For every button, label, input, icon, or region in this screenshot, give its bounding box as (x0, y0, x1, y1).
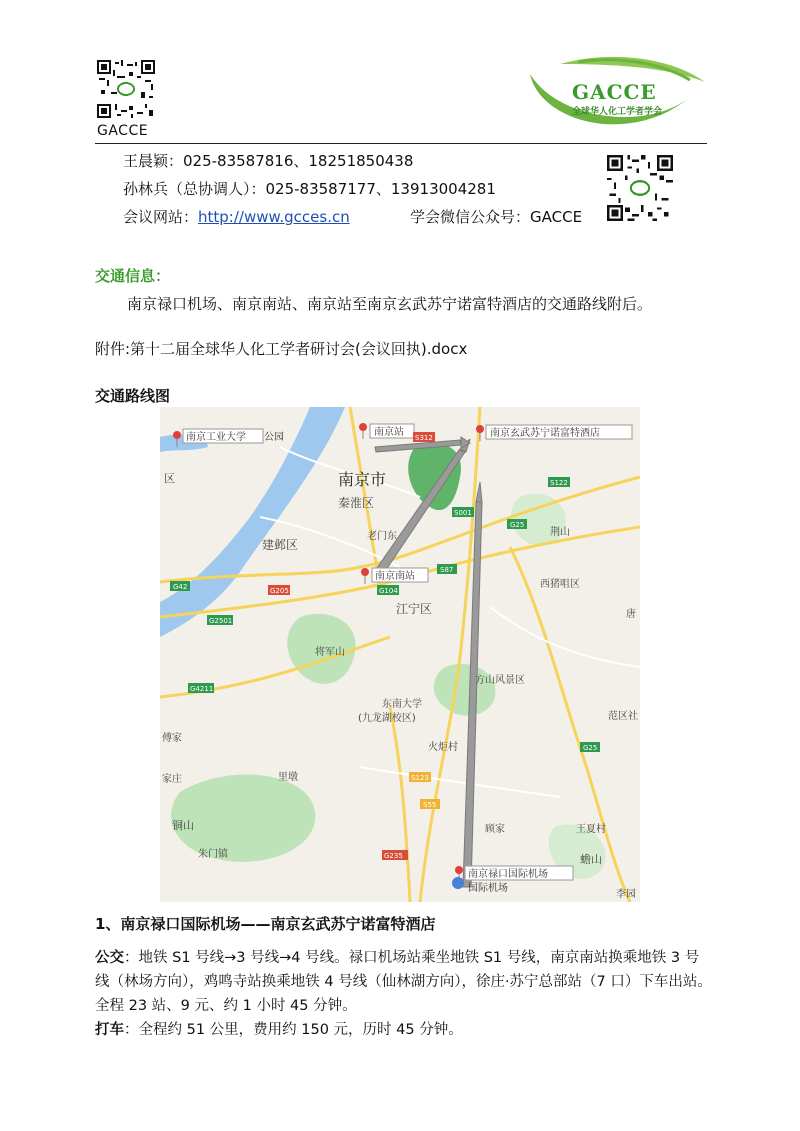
label-xizhuang: 西猪咀区 (540, 579, 580, 590)
svg-text:S87: S87 (440, 566, 454, 574)
svg-text:G4211: G4211 (190, 685, 214, 693)
label-nanjing-south: 南京南站 (375, 571, 415, 582)
svg-text:S122: S122 (550, 479, 568, 487)
label-nanjing-tech: 南京工业大学 (186, 432, 246, 443)
label-qinhuai: 秦淮区 (338, 496, 375, 510)
label-fujia: 傅家 (162, 733, 182, 744)
route1-title: 1、南京禄口国际机场——南京玄武苏宁诺富特酒店 (95, 915, 436, 933)
svg-text:G25: G25 (583, 744, 598, 752)
label-fangshan: 方山风景区 (475, 675, 525, 686)
bus-text-3: 全程 23 站、9 元、约 1 小时 45 分钟。 (95, 998, 357, 1014)
label-jiangjunshan: 将军山 (315, 647, 345, 658)
label-seu: 东南大学 (382, 699, 422, 710)
svg-text:S55: S55 (423, 801, 437, 809)
gacce-logo (520, 52, 710, 142)
label-fanlin: 范区社 (608, 711, 638, 722)
svg-text:G104: G104 (379, 587, 398, 595)
qr-code-top (97, 60, 155, 118)
header-divider (95, 143, 707, 144)
label-zhumen: 朱门镇 (198, 849, 228, 860)
label-huojucun: 火炬村 (428, 742, 458, 753)
label-jiazhuang: 家庄 (162, 774, 182, 785)
qr-code-wechat (607, 155, 673, 221)
label-jingshan: 荆山 (550, 527, 570, 538)
contact-line-1: 王晨颖：025-83587816、18251850438 (123, 152, 414, 170)
label-gujia: 顾家 (485, 824, 505, 835)
label-liyun: 里墩 (278, 772, 298, 783)
svg-text:S001: S001 (454, 509, 472, 517)
label-chanshan: 蟾山 (580, 853, 602, 866)
svg-text:S123: S123 (411, 774, 429, 782)
svg-text:G205: G205 (270, 587, 289, 595)
label-qu: 区 (164, 472, 175, 485)
qr-caption: GACCE (97, 123, 149, 139)
attachment-link[interactable]: 附件:第十二届全球华人化工学者研讨会(会议回执).docx (95, 340, 468, 358)
svg-text:G42: G42 (173, 583, 188, 591)
website-label: 会议网站： (123, 208, 199, 226)
label-tongshan: 铜山 (172, 819, 194, 832)
svg-text:G2501: G2501 (209, 617, 233, 625)
label-park: 公园 (264, 432, 284, 443)
bus-text-1: ：地铁 S1 号线→3 号线→4 号线。禄口机场站乘坐地铁 S1 号线，南京南站换乘地铁 3 号 (124, 950, 700, 966)
wechat-label: 学会微信公众号：GACCE (410, 208, 583, 226)
taxi-label: 打车 (95, 1022, 124, 1038)
label-jiangning: 江宁区 (396, 602, 433, 616)
traffic-text: 南京禄口机场、南京南站、南京站至南京玄武苏宁诺富特酒店的交通路线附后。 (127, 295, 653, 313)
label-intl-airport: 国际机场 (468, 883, 508, 894)
logo-text: GACCE (572, 80, 657, 104)
label-tang: 唐 (626, 609, 636, 620)
label-jianye: 建邺区 (262, 538, 299, 552)
label-nanjing-city: 南京市 (338, 470, 387, 489)
label-laomendong: 老门东 (367, 531, 397, 542)
label-seu-campus: (九龙湖校区) (358, 713, 416, 724)
contact-line-3 (123, 207, 350, 227)
taxi-text: ：全程约 51 公里，费用约 150 元，历时 45 分钟。 (124, 1022, 463, 1038)
route-map[interactable] (160, 407, 640, 902)
svg-text:G25: G25 (510, 521, 525, 529)
bus-label: 公交 (95, 950, 124, 966)
route-map-heading: 交通路线图 (95, 387, 171, 405)
label-nanjing-station: 南京站 (374, 427, 404, 438)
contact-line-2: 孙林兵（总协调人）：025-83587177、13913004281 (123, 180, 496, 198)
website-link[interactable]: http://www.gcces.cn (198, 208, 350, 226)
svg-text:G235: G235 (384, 852, 403, 860)
traffic-heading: 交通信息： (95, 267, 171, 285)
label-hotel: 南京玄武苏宁诺富特酒店 (490, 428, 600, 439)
label-lukou-airport: 南京禄口国际机场 (468, 869, 548, 880)
label-wangxiacun: 王夏村 (576, 824, 606, 835)
route1-bus (95, 946, 712, 1042)
logo-subtitle: 全球华人化工学者学会 (572, 107, 663, 117)
label-lijia: 李园 (616, 889, 636, 900)
bus-text-2: 线（林场方向），鸡鸣寺站换乘地铁 4 号线（仙林湖方向），徐庄·苏宁总部站（7 口）下车出站。 (95, 974, 712, 990)
svg-text:S312: S312 (415, 434, 433, 442)
